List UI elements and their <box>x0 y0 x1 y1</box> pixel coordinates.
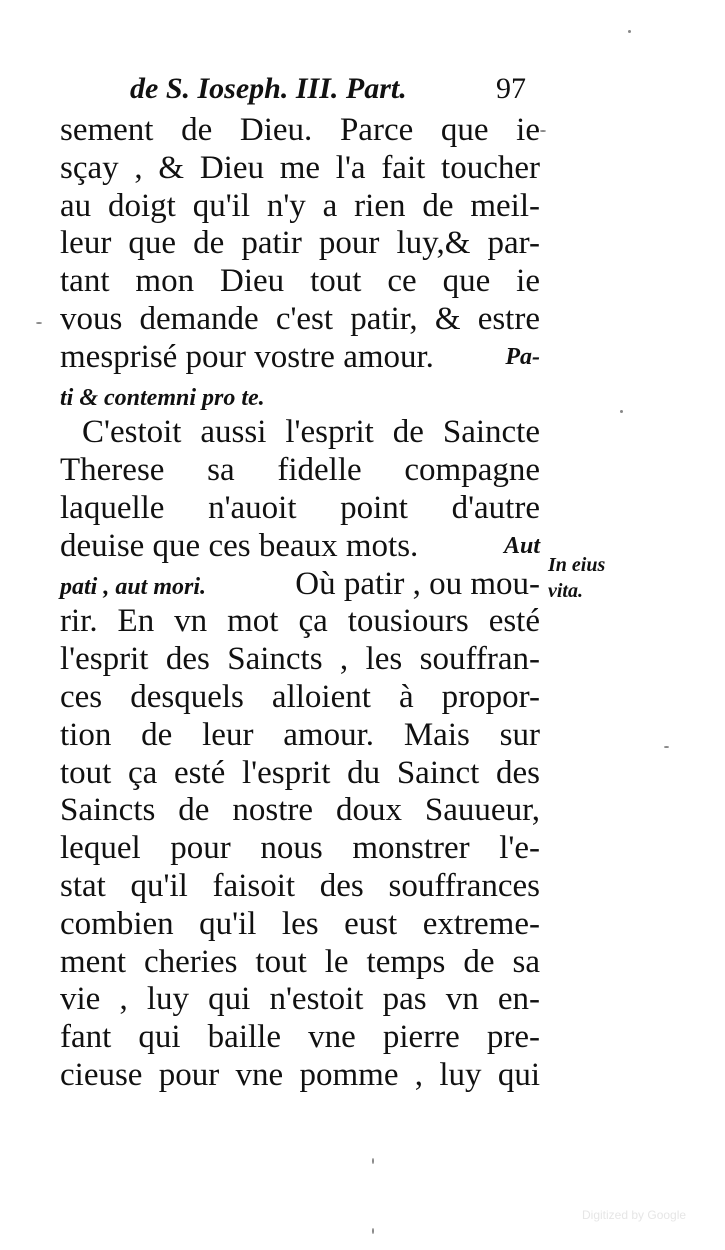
text-line: laquelle n'auoit point d'autre <box>60 489 540 526</box>
ink-speck <box>36 322 42 324</box>
text-line: combien qu'il les eust extreme- <box>60 905 540 942</box>
ink-speck <box>620 410 623 413</box>
text-line <box>60 566 540 604</box>
latin-quote: Aut <box>503 532 540 559</box>
text-line: stat qu'il faisoit des souffrances <box>60 867 540 904</box>
text-line: ment cheries tout le temps de sa <box>60 943 540 980</box>
ink-speck <box>372 1228 374 1234</box>
text-line: au doigt qu'il n'y a rien de meil- <box>60 187 540 224</box>
running-title: de S. Ioseph. III. Part. <box>130 72 407 105</box>
text-line: vie , luy qui n'estoit pas vn en- <box>60 981 540 1018</box>
text-line: tion de leur amour. Mais sur <box>60 716 540 753</box>
margin-note-line: In eius <box>548 554 606 576</box>
latin-quote: ti & contemni pro te. <box>60 384 265 411</box>
text-line <box>60 528 540 566</box>
main-text <box>60 112 540 1095</box>
ink-speck <box>628 30 631 33</box>
text-line: vous demande c'est patir, & estre <box>60 300 540 337</box>
text-line: fant qui baille vne pierre pre- <box>60 1019 540 1056</box>
library-watermark: Digitized by Google <box>582 1208 687 1222</box>
text-line: lequel pour nous monstrer l'e- <box>60 830 540 867</box>
text-line: ces desquels alloient à propor- <box>60 678 540 715</box>
text-line: sement de Dieu. Parce que ie <box>60 112 540 148</box>
ink-speck <box>540 130 546 132</box>
text-line <box>60 377 540 415</box>
text-line: l'esprit des Saincts , les souffran- <box>60 641 540 678</box>
text-segment: mesprisé pour vostre amour. <box>60 338 434 375</box>
text-line: tout ça esté l'esprit du Sainct des <box>60 754 540 791</box>
latin-quote: pati , aut mori. <box>60 573 207 600</box>
ink-speck <box>664 746 669 748</box>
text-line: rir. En vn mot ça tousiours esté <box>60 603 540 640</box>
text-line <box>60 339 540 377</box>
text-line: cieuse pour vne pomme , luy qui <box>60 1056 540 1093</box>
margin-note-line: vita. <box>548 580 583 602</box>
text-segment: Où patir , ou mou- <box>295 565 540 602</box>
text-line: leur que de patir pour luy,& par- <box>60 225 540 262</box>
ink-speck <box>372 1158 374 1164</box>
text-line: sçay , & Dieu me l'a fait toucher <box>60 149 540 186</box>
latin-quote: Pa- <box>505 343 540 370</box>
margin-note <box>548 552 638 604</box>
text-line: Saincts de nostre doux Sauueur, <box>60 792 540 829</box>
running-header <box>130 72 550 106</box>
page-number: 97 <box>496 72 526 105</box>
text-line: tant mon Dieu tout ce que ie <box>60 263 540 300</box>
text-line: C'estoit aussi l'esprit de Saincte <box>82 414 540 451</box>
text-segment: deuise que ces beaux mots. <box>60 527 419 564</box>
text-line: Therese sa fidelle compagne <box>60 452 540 489</box>
